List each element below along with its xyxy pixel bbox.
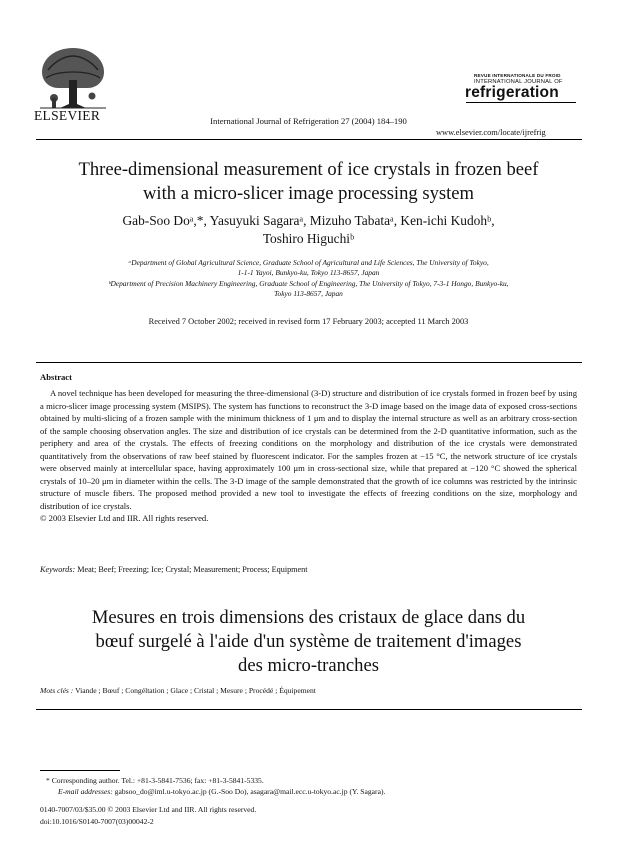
journal-logo-line1: REVUE INTERNATIONALE DU FROID xyxy=(474,73,561,78)
journal-citation: International Journal of Refrigeration 27 (2004) 184–190 xyxy=(210,116,407,126)
received-dates: Received 7 October 2002; received in revised form 17 February 2003; accepted 11 March 2003 xyxy=(148,317,469,326)
doi-line[interactable]: doi:10.1016/S0140-7007(03)00042-2 xyxy=(40,817,154,826)
abstract-text xyxy=(40,387,577,525)
affiliations xyxy=(40,258,577,300)
affiliation-a-line-1: ᵃDepartment of Global Agricultural Science, Graduate School of Agricultural and Life Sciences, The University of Tokyo, xyxy=(128,258,489,267)
abstract-heading: Abstract xyxy=(40,372,72,382)
abstract-top-rule xyxy=(36,362,582,363)
french-title-line-2: bœuf surgelé à l'aide d'un système de traitement d'images xyxy=(95,631,522,652)
author-list xyxy=(0,212,617,248)
keywords xyxy=(40,565,577,574)
french-title xyxy=(0,606,617,678)
french-title-line-1: Mesures en trois dimensions des cristaux de glace dans du xyxy=(91,607,526,628)
authors-line-2: Toshiro Higuchiᵇ xyxy=(262,231,355,246)
corresponding-author-note: * Corresponding author. Tel.: +81-3-5841-7536; fax: +81-3-5841-5335. xyxy=(46,776,264,785)
article-title xyxy=(0,158,617,206)
issn-line: 0140-7007/03/$35.00 © 2003 Elsevier Ltd and IIR. All rights reserved. xyxy=(40,805,257,814)
footnote-rule xyxy=(40,770,120,771)
elsevier-tree-logo xyxy=(36,40,110,110)
publisher-name: ELSEVIER xyxy=(34,108,101,123)
header-rule xyxy=(36,139,582,140)
email-label: E-mail addresses: xyxy=(58,787,113,796)
mots-cles-label: Mots clés : xyxy=(40,686,74,695)
email-list[interactable]: gabsoo_do@iml.u-tokyo.ac.jp (G.-Soo Do), asagara@mail.ecc.u-tokyo.ac.jp (Y. Sagara). xyxy=(114,787,386,796)
journal-url[interactable]: www.elsevier.com/locate/ijrefrig xyxy=(436,128,546,137)
email-addresses xyxy=(58,787,385,796)
title-line-1: Three-dimensional measurement of ice crystals in frozen beef xyxy=(78,159,539,180)
affiliation-a-line-2: 1-1-1 Yayoi, Bunkyo-ku, Tokyo 113-8657, Japan xyxy=(237,268,380,278)
keywords-list: Meat; Beef; Freezing; Ice; Crystal; Measurement; Process; Equipment xyxy=(77,565,308,574)
affiliation-b-line-1: ᵇDepartment of Precision Machinery Engineering, Graduate School of Engineering, The University of Tokyo, 7-3-1 Hongo, Bunkyo-ku, xyxy=(108,278,509,288)
affiliation-b-line-2: Tokyo 113-8657, Japan xyxy=(274,289,343,299)
body-bottom-rule xyxy=(36,709,582,710)
mots-cles-list: Viande ; Bœuf ; Congéltation ; Glace ; Cristal ; Mesure ; Procédé ; Équipement xyxy=(75,686,316,695)
keywords-label: Keywords: xyxy=(40,565,76,574)
journal-logo-rule xyxy=(466,102,576,103)
authors-line-1: Gab-Soo Doᵃ,*, Yasuyuki Sagaraᵃ, Mizuho Tabataᵃ, Ken-ichi Kudohᵇ, xyxy=(122,213,495,228)
journal-logo-line2: INTERNATIONAL JOURNAL OF xyxy=(474,79,563,85)
french-title-line-3: des micro-tranches xyxy=(238,655,379,676)
journal-logo-name: refrigeration xyxy=(465,84,559,101)
title-line-2: with a micro-slicer image processing system xyxy=(143,183,474,204)
mots-cles xyxy=(40,686,577,695)
abstract-copyright: © 2003 Elsevier Ltd and IIR. All rights reserved. xyxy=(40,513,209,524)
abstract-body: A novel technique has been developed for measuring the three-dimensional (3-D) structure and distribution of ice crystals formed in frozen beef by using a micro-slicer image processing system (MSIPS). The system has functions to reconstruct the 3-D image based on the image data of exposed cross-sections obtained by multi-slicing of a frozen sample with the minimum thickness of 1 μm and to display the internal structure as well as an arbitrary cross-section of the sample choosing observation angles. The size and distribution of ice crystals can be determined from the 2-D quantitative information, such as the periphery and area of the crystals. The effects of freezing conditions on the morphology and distribution of the ice crystals were demonstrated quantitatively from the observations of raw beef stained by fluorescent indicator. For the samples frozen at −15 °C, the network structure of ice crystals were observed mainly at intercellular space, having approximately 100 μm in cross-sectional size, while that prepared at −120 °C showed the spherical crystals of 10–20 μm in diameter within the cells. The 3-D image of the sample demonstrated that the growth of ice columns was restricted by the intrinsic structure of muscle fibers. The proposed method provided a new tool to investigate the effects of freezing conditions on the size, morphology and distribution of ice crystals. xyxy=(40,388,577,511)
